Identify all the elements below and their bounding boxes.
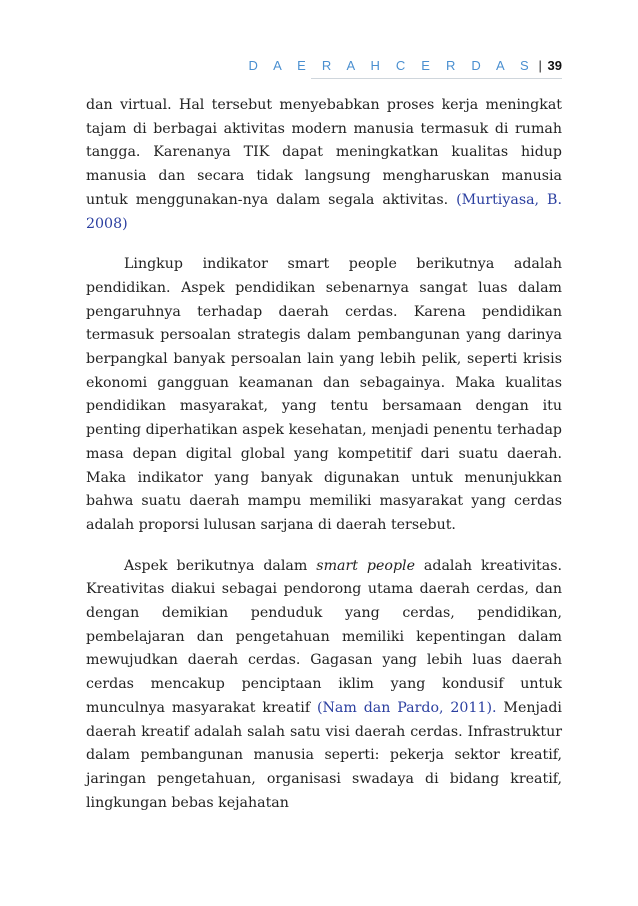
paragraph-2-text: Lingkup indikator smart people berikutnya adalah pendidikan. Aspek pendidikan sebenarnya sangat luas dalam pengaruhnya terhadap daerah cerdas. Karena pendidikan termasuk persoalan strategis dalam pembangunan yang darinya berpangkal banyak persoalan lain yang lebih pelik, seperti krisis ekonomi gangguan keamanan dan sebagainya. Maka kualitas pendidikan masyarakat, yang tentu bersamaan dengan itu penting diperhatikan aspek kesehatan, menjadi penentu terhadap masa depan digital global yang kompetitif dari suatu daerah. Maka indikator yang banyak digunakan untuk menunjukkan bahwa suatu daerah mampu memiliki masyarakat yang cerdas adalah proporsi lulusan sarjana di daerah tersebut. bbox=[86, 256, 562, 533]
paragraph-3-text-b: adalah kreativitas. Kreativitas diakui sebagai pendorong utama daerah cerdas, dan dengan demikian penduduk yang cerdas, pendidikan, pembelajaran dan pengetahuan memiliki kepentingan dalam mewujudkan daerah cerdas. Gagasan yang lebih luas daerah cerdas mencakup penciptaan iklim yang kondusif untuk munculnya masyarakat kreatif bbox=[86, 557, 562, 716]
header-title: D A E R A H C E R D A S bbox=[248, 58, 535, 73]
paragraph-3 bbox=[86, 555, 562, 816]
header-separator: | bbox=[538, 58, 542, 73]
paragraph-2 bbox=[86, 253, 562, 537]
header-rule bbox=[311, 78, 562, 79]
paragraph-3-text-c: Menjadi daerah kreatif adalah salah satu visi daerah cerdas. Infrastruktur dalam pembangunan manusia seperti: pekerja sektor kreatif, jaringan pengetahuan, organisasi swadaya di bidang kreatif, lingkungan bebas kejahatan bbox=[86, 699, 562, 811]
paragraph-1-text: dan virtual. Hal tersebut menyebabkan proses kerja meningkat tajam di berbagai aktivitas modern manusia termasuk di rumah tangga. Karenanya TIK dapat meningkatkan kualitas hidup manusia dan secara tidak langsung mengharuskan manusia untuk menggunakan-nya dalam segala aktivitas. bbox=[86, 97, 562, 208]
citation-murtiyasa: (Murtiyasa, B. 2008) bbox=[86, 191, 562, 232]
running-header bbox=[86, 56, 562, 76]
citation-nam-pardo: (Nam dan Pardo, 2011). bbox=[316, 699, 497, 716]
emphasis-smart-people: smart people bbox=[316, 557, 415, 574]
paragraph-3-text-a: Aspek berikutnya dalam bbox=[124, 557, 317, 574]
page-number: 39 bbox=[547, 58, 562, 73]
body-text bbox=[86, 94, 562, 832]
paragraph-1 bbox=[86, 94, 562, 236]
